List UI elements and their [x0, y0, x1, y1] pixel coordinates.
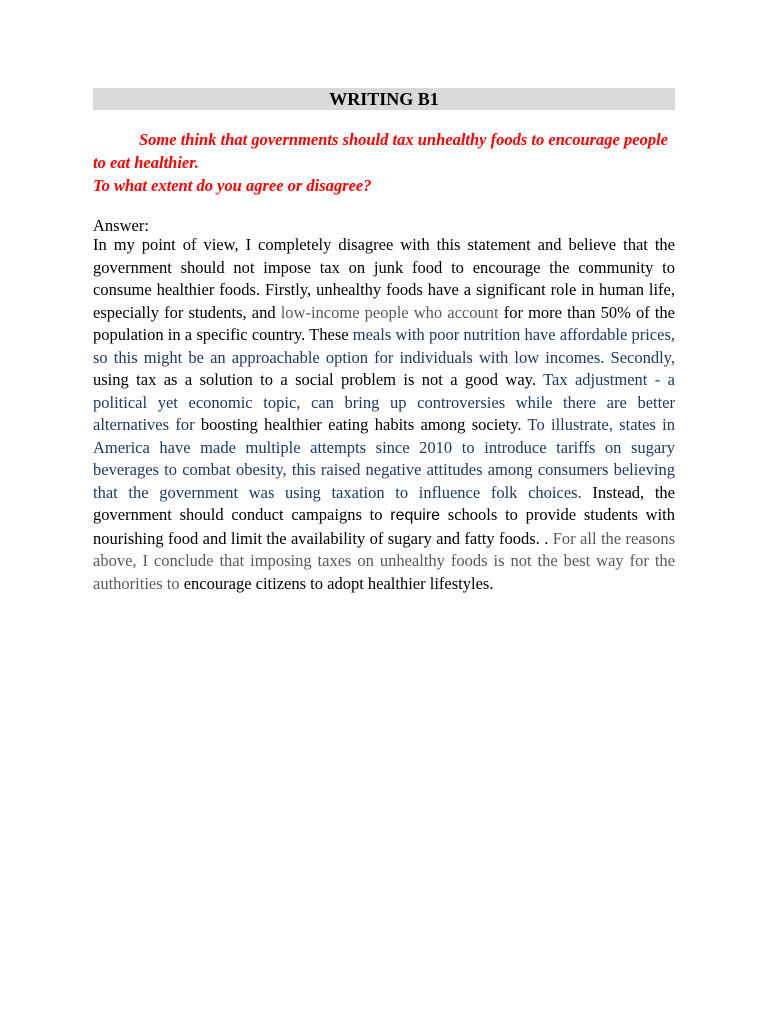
essay-segment: In my point of view, I completely disagree with this statement and believe that the government should not impose tax on junk food to encourage the community to consume healthier foods. Firstly, unhealthy foods have a significant role in human life, especially for students, and: [93, 235, 675, 322]
essay-segment: using tax as a solution to a social problem is not a good way.: [93, 370, 544, 389]
essay-segment: encourage citizens to adopt healthier lifestyles.: [179, 573, 494, 593]
essay-paragraph: [93, 234, 675, 595]
essay-segment: meals with poor nutrition have affordable prices, so this might be an approachable option for individuals with low incomes. Secondly,: [93, 325, 675, 367]
essay-segment: For all the reasons above, I conclude that imposing taxes on unhealthy foods is not the best way for the authorities to: [93, 528, 675, 593]
essay-prompt: [93, 128, 675, 197]
essay-segment: Instead, the government should conduct campaigns to: [93, 482, 675, 524]
prompt-statement: Some think that governments should tax unhealthy foods to encourage people to eat healthier.: [93, 130, 668, 172]
essay-segment: boosting healthier eating habits among society.: [194, 415, 528, 434]
essay-segment: Tax adjustment - a political yet economic topic, can bring up controversies while there are better alternatives for: [93, 370, 675, 434]
prompt-question: To what extent do you agree or disagree?: [93, 176, 372, 195]
answer-label: Answer:: [93, 216, 149, 235]
page-title: WRITING B1: [329, 89, 439, 109]
essay-segment: schools to provide students with nourishing food and limit the availability of sugary and fatty foods. .: [93, 505, 675, 548]
essay-segment: require: [390, 507, 441, 524]
essay-segment: low-income people who account: [280, 302, 499, 322]
essay-segment: To illustrate, states in America have made multiple attempts since 2010 to introduce tariffs on sugary beverages to combat obesity, this raised negative attitudes among consumers believing that the government was using taxation to influence folk choices.: [93, 415, 675, 502]
essay-segment: for more than 50% of the population in a specific country. These: [93, 302, 675, 344]
title-bar: [93, 88, 675, 110]
